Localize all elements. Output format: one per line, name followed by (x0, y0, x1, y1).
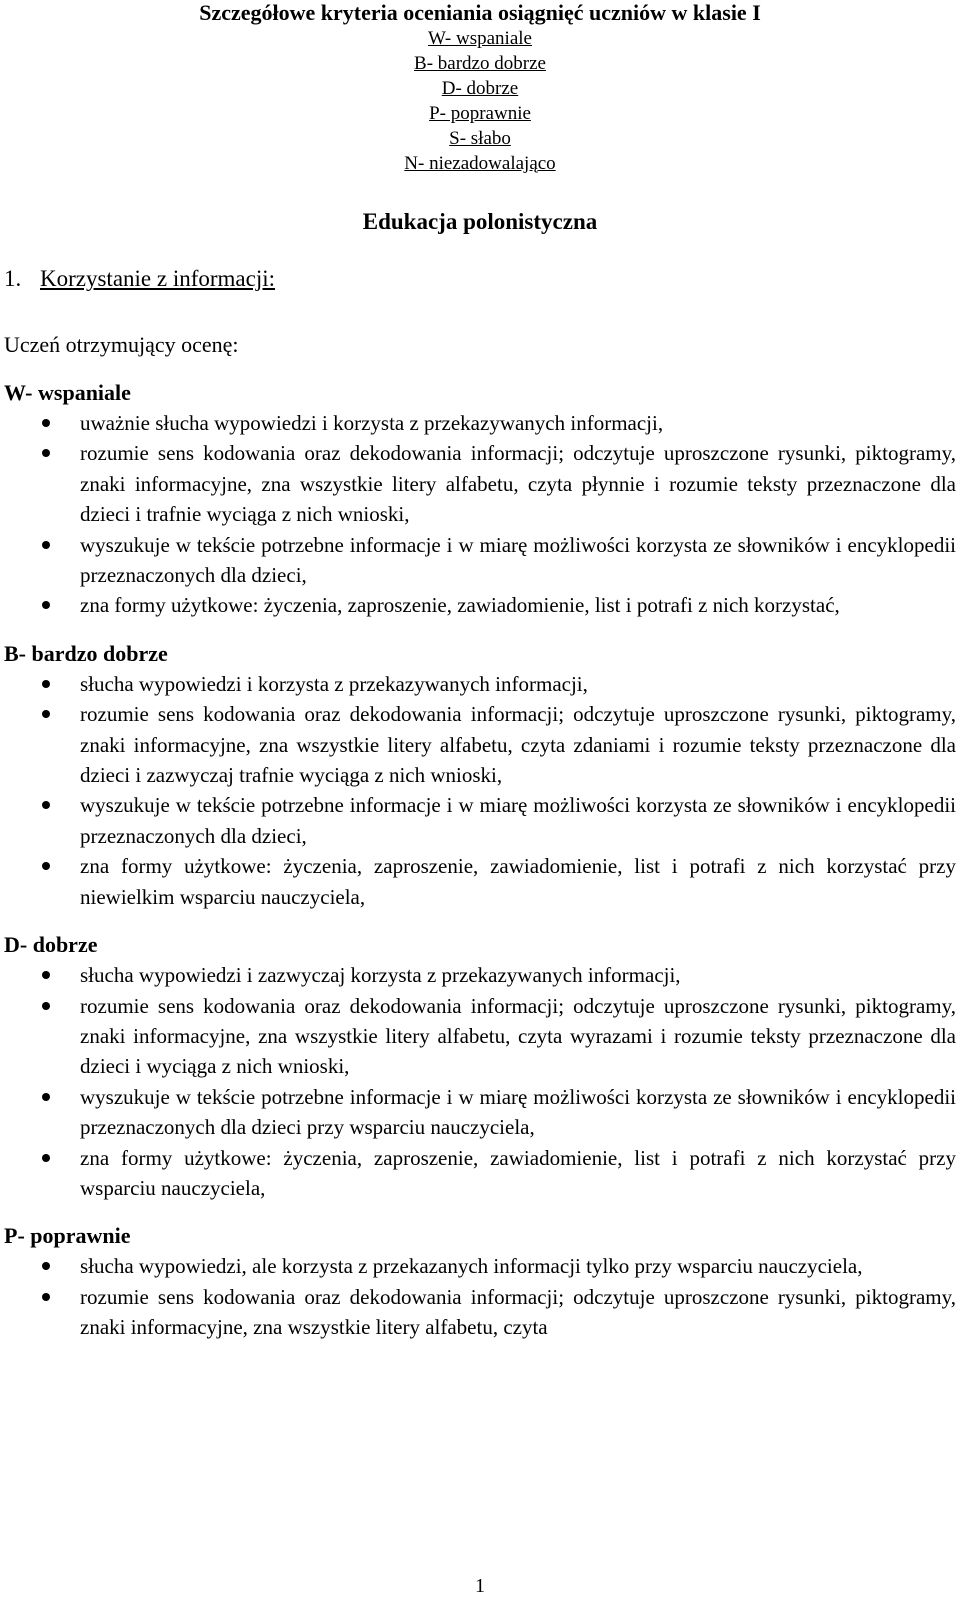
grade-label: D- dobrze (4, 932, 98, 958)
list-item: słucha wypowiedzi i korzysta z przekazywanych informacji, (80, 669, 956, 699)
bullet-icon (42, 710, 50, 718)
criteria-list (0, 408, 960, 621)
list-item: wyszukuje w tekście potrzebne informacje i w miarę możliwości korzysta ze słowników i encyklopedii przeznaczonych dla dzieci, (80, 790, 956, 851)
legend-item: W- wspaniale (428, 28, 532, 49)
legend-item: N- niezadowalająco (404, 153, 556, 174)
grade-label: W- wspaniale (4, 380, 131, 405)
legend-item: D- dobrze (441, 78, 519, 99)
legend-item: P- poprawnie (429, 103, 531, 124)
list-item: rozumie sens kodowania oraz dekodowania informacji; odczytuje uproszczone rysunki, piktogramy, znaki informacyjne, zna wszystkie litery alfabetu, czyta płynnie i rozumie teksty przeznaczone dla dzieci i trafnie wyciąga z nich wnioski, (80, 438, 956, 529)
list-item: rozumie sens kodowania oraz dekodowania informacji; odczytuje uproszczone rysunki, piktogramy, znaki informacyjne, zna wszystkie litery alfabetu, czyta wyrazami i rozumie teksty przeznaczone dla dzieci i wyciąga z nich wnioski, (80, 991, 956, 1082)
grade-block-p (0, 1221, 960, 1342)
grade-block-w (0, 378, 960, 621)
bullet-icon (42, 419, 50, 427)
grade-block-d (0, 930, 960, 1203)
bullet-icon (42, 971, 50, 979)
list-item: rozumie sens kodowania oraz dekodowania informacji; odczytuje uproszczone rysunki, piktogramy, znaki informacyjne, zna wszystkie litery alfabetu, czyta (80, 1282, 956, 1343)
grade-label: P- poprawnie (4, 1223, 131, 1249)
bullet-icon (42, 1002, 50, 1010)
bullet-icon (42, 862, 50, 870)
grades-content (0, 378, 960, 1343)
grade-label: B- bardzo dobrze (4, 640, 168, 666)
grade-block-b (0, 639, 960, 912)
list-item: rozumie sens kodowania oraz dekodowania informacji; odczytuje uproszczone rysunki, piktogramy, znaki informacyjne, zna wszystkie litery alfabetu, czyta zdaniami i rozumie teksty przeznaczone dla dzieci i zazwyczaj trafnie wyciąga z nich wnioski, (80, 699, 956, 790)
bullet-icon (42, 449, 50, 457)
list-item: zna formy użytkowe: życzenia, zaproszenie, zawiadomienie, list i potrafi z nich korzystać, (80, 590, 956, 620)
bullet-icon (42, 801, 50, 809)
criteria-list (0, 960, 960, 1203)
bullet-icon (42, 601, 50, 609)
bullet-icon (42, 1293, 50, 1301)
legend-item: B- bardzo dobrze (414, 53, 546, 74)
legend-item: S- słabo (449, 128, 511, 149)
bullet-icon (42, 1154, 50, 1162)
bullet-icon (42, 541, 50, 549)
list-item: słucha wypowiedzi, ale korzysta z przekazanych informacji tylko przy wsparciu nauczyciela, (80, 1251, 956, 1281)
list-item: słucha wypowiedzi i zazwyczaj korzysta z przekazywanych informacji, (80, 960, 956, 990)
bullet-icon (42, 1262, 50, 1270)
subheading (4, 265, 275, 293)
list-item: wyszukuje w tekście potrzebne informacje i w miarę możliwości korzysta ze słowników i encyklopedii przeznaczonych dla dzieci, (80, 530, 956, 591)
grade-legend (0, 26, 960, 176)
page-number: 1 (475, 1575, 485, 1597)
subheading-text: Korzystanie z informacji: (40, 266, 276, 291)
list-item: zna formy użytkowe: życzenia, zaproszenie, zawiadomienie, list i potrafi z nich korzystać przy wsparciu nauczyciela, (80, 1143, 956, 1204)
list-item: wyszukuje w tekście potrzebne informacje i w miarę możliwości korzysta ze słowników i encyklopedii przeznaczonych dla dzieci przy wsparciu nauczyciela, (80, 1082, 956, 1143)
section-title: Edukacja polonistyczna (362, 209, 598, 234)
list-item: zna formy użytkowe: życzenia, zaproszenie, zawiadomienie, list i potrafi z nich korzystać przy niewielkim wsparciu nauczyciela, (80, 851, 956, 912)
criteria-list (0, 1251, 960, 1342)
list-item: uważnie słucha wypowiedzi i korzysta z przekazywanych informacji, (80, 408, 956, 438)
criteria-list (0, 669, 960, 912)
intro-text: Uczeń otrzymujący ocenę: (4, 332, 239, 357)
subheading-number: 1. (4, 266, 22, 291)
document-title: Szczegółowe kryteria oceniania osiągnięć uczniów w klasie I (199, 0, 761, 25)
bullet-icon (42, 680, 50, 688)
bullet-icon (42, 1093, 50, 1101)
